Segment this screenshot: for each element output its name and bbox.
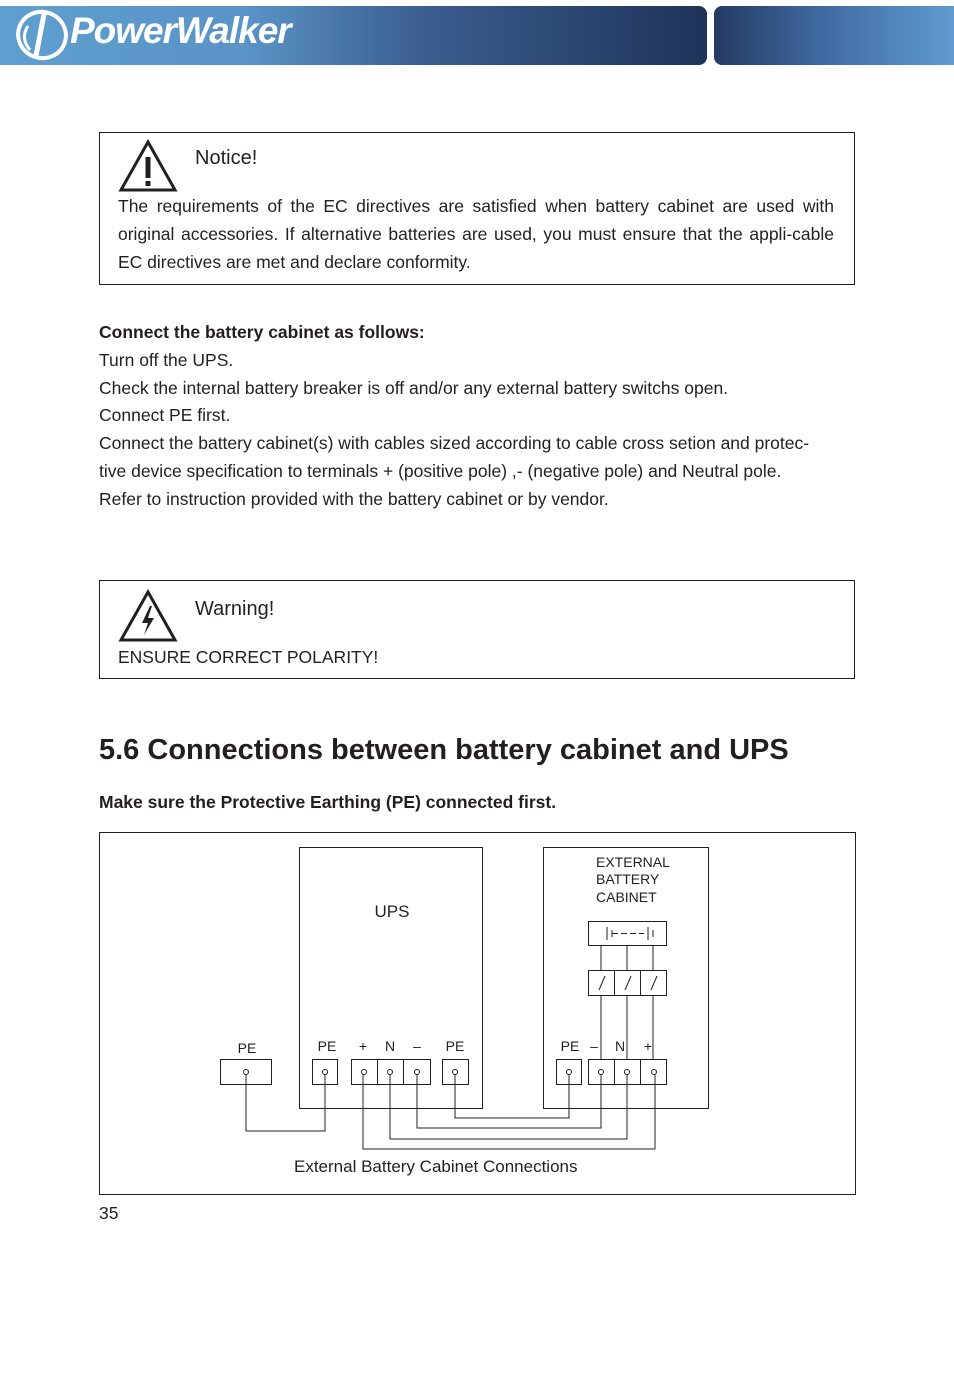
cabinet-label-line: BATTERY <box>596 871 660 887</box>
ups-terminal-label: N <box>384 1038 396 1054</box>
powerwalker-logo-icon <box>14 8 72 62</box>
ups-label: UPS <box>374 902 410 921</box>
cabinet-switches-icon <box>589 945 667 1059</box>
connect-heading: Connect the battery cabinet as follows: <box>99 322 425 342</box>
cabinet-terminal-label: – <box>590 1038 598 1054</box>
notice-body: The requirements of the EC directives are satisfied when battery cabinet are used with original accessories. If alternative batteries are used, you must ensure that the appli-cable EC directives are met and declare conformity. <box>118 196 834 272</box>
connect-line: Connect the battery cabinet(s) with cables sized according to cable cross setion and protec- <box>99 433 810 453</box>
exclamation-warning-icon <box>118 139 178 193</box>
warning-title: Warning! <box>195 598 275 620</box>
ups-terminal-label: – <box>413 1038 421 1054</box>
ups-terminal-label: PE <box>317 1038 337 1054</box>
section-subtitle: Make sure the Protective Earthing (PE) connected first. <box>99 792 557 812</box>
connect-line: Check the internal battery breaker is off and/or any external battery switchs open. <box>99 378 729 398</box>
battery-connection-diagram <box>99 832 856 1195</box>
cabinet-label-line: EXTERNAL <box>596 854 670 870</box>
connect-line: tive device specification to terminals + (positive pole) ,- (negative pole) and Neutral pole. <box>99 461 782 481</box>
warning-body: ENSURE CORRECT POLARITY! <box>118 647 379 667</box>
header-banner-right <box>714 6 954 65</box>
diagram-caption: External Battery Cabinet Connections <box>294 1157 578 1176</box>
connect-line: Turn off the UPS. <box>99 350 234 370</box>
ups-terminal-label: PE <box>445 1038 465 1054</box>
cabinet-terminal-label: + <box>643 1038 653 1054</box>
high-voltage-warning-icon <box>118 589 178 643</box>
page-number: 35 <box>99 1203 119 1223</box>
ups-terminal-label: + <box>358 1038 368 1054</box>
connect-line: Refer to instruction provided with the battery cabinet or by vendor. <box>99 489 609 509</box>
notice-title: Notice! <box>195 147 258 169</box>
battery-symbol-icon <box>589 922 667 946</box>
cabinet-terminal-block <box>557 1059 667 1085</box>
cabinet-terminal-label: N <box>614 1038 626 1054</box>
cabinet-terminal-label: PE <box>560 1038 580 1054</box>
external-pe-label: PE <box>237 1040 257 1056</box>
brand-logo-text: PowerWalker <box>70 10 291 51</box>
section-title: 5.6 Connections between battery cabinet and UPS <box>99 734 789 766</box>
cabinet-label-line: CABINET <box>596 889 657 905</box>
connect-line: Connect PE first. <box>99 405 231 425</box>
connection-wires <box>246 1074 655 1149</box>
